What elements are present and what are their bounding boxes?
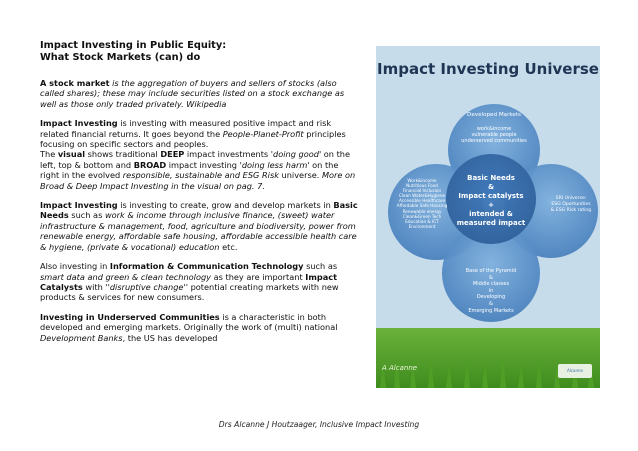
signature: A Alcanne xyxy=(382,364,418,372)
paragraph-stock-market xyxy=(40,78,358,109)
text-span: impact investing ' xyxy=(166,159,242,170)
impact-universe-graphic xyxy=(376,46,600,388)
left-circle-line: Nutritious Food xyxy=(406,183,438,189)
document-title xyxy=(40,40,358,64)
title-line-2: What Stock Markets (can) do xyxy=(40,52,201,63)
top-circle-line: work&income xyxy=(476,126,512,132)
grass-field xyxy=(376,328,600,388)
text-span: universe. xyxy=(278,170,322,181)
left-circle-line: Education & ICT xyxy=(405,218,439,224)
text-span: Development Banks xyxy=(40,332,123,343)
bottom-circle-line: & xyxy=(489,274,493,281)
text-span: with xyxy=(82,281,106,292)
text-span: , the US has developed xyxy=(122,332,218,343)
term-stock-market: A stock market xyxy=(40,78,110,88)
text-span: ' on the right in the evolved xyxy=(40,159,339,181)
definition-text: is the aggregation of buyers and sellers of stocks (also called shares); these may include securities listed on a stock exchange as well as those only traded privately. Wikipedia xyxy=(40,78,345,109)
grass-blade xyxy=(482,362,488,388)
left-circle-line: Renewable energy xyxy=(402,208,442,214)
left-circle-line: Affordable Safe Housing xyxy=(396,203,448,209)
text-span: is investing with measured positive impact and risk related financial returns. It goes beyond the xyxy=(40,118,332,139)
text-span: is investing to create, grow and develop markets in xyxy=(117,200,334,211)
grass-blade xyxy=(446,362,452,388)
text-span: work & income through inclusive finance, (sweet) water infrastructure & management, food, agriculture and biodiversity, power from renewable energy, affordable safe housing, affordable accessible health care & hygiene, (private & vocational) education xyxy=(40,210,357,252)
grass-blade xyxy=(500,356,506,388)
text-span: potential creating markets with new products & services for new consumers. xyxy=(40,281,339,303)
text-span: People-Planet-Profit xyxy=(222,128,304,139)
center-circle-line: Impact catalysts xyxy=(458,192,524,200)
left-circle-line: Clean Water&Hygiene xyxy=(398,193,446,199)
logo-text: Alcanne xyxy=(566,368,584,373)
text-span: Impact Investing xyxy=(40,200,118,211)
term-impact-investing: Impact Investing xyxy=(40,118,118,129)
top-circle-line: underserved communities xyxy=(461,138,527,144)
title-line-1: Impact Investing in Public Equity: xyxy=(40,40,227,51)
grass-blade xyxy=(464,352,470,388)
text-span: visual xyxy=(57,149,86,160)
text-span: is a characteristic in both developed and emerging markets. Originally the work of (multi) national xyxy=(40,311,338,333)
grass-blade xyxy=(428,358,434,388)
top-circle-heading: Developed Markets xyxy=(467,112,521,118)
left-circle-line: Environment xyxy=(408,223,436,229)
center-circle-line: measured impact xyxy=(456,219,526,227)
center-circle-line: + xyxy=(488,201,494,209)
grass-blade xyxy=(536,354,542,388)
paragraph-impact-investing xyxy=(40,118,358,191)
right-circle-text xyxy=(546,196,596,213)
paragraph-basic-needs xyxy=(40,200,358,252)
top-circle-line: vulnerable people xyxy=(471,132,517,138)
bottom-circle-line: Emerging Markets xyxy=(468,307,514,314)
right-circle-line: & ESG Risk rating xyxy=(550,207,592,213)
graphic-title: Impact Investing Universe xyxy=(377,60,599,78)
text-span: Basic Needs xyxy=(40,200,358,221)
bottom-circle-text xyxy=(446,268,536,314)
text-span: impact investments ' xyxy=(184,149,274,160)
paragraph-ict xyxy=(40,261,358,303)
bottom-circle-line: in xyxy=(488,287,494,294)
text-span: ''disruptive change'' xyxy=(105,281,188,292)
right-circle-line: SRI Universe: xyxy=(555,196,587,201)
text-span: doing less harm xyxy=(241,159,308,170)
text-span: Also investing in xyxy=(40,261,110,272)
text-span: BROAD xyxy=(133,159,167,170)
text-span: responsible, sustainable and ESG Risk xyxy=(122,170,279,181)
text-span: More on Broad & Deep Impact Investing in the visual on pag. 7. xyxy=(40,170,356,191)
center-circle-line: Basic Needs xyxy=(467,174,515,182)
bottom-circle-line: & xyxy=(489,300,493,307)
text-span: Information & Communication Technology xyxy=(109,261,304,272)
text-span: such as xyxy=(68,210,105,221)
text-span: Impact Catalysts xyxy=(40,271,338,292)
left-circle-line: Clean&Green Tech xyxy=(402,213,442,219)
left-circle-line: Financial Inclusion xyxy=(402,188,442,194)
logo-badge xyxy=(558,364,592,378)
paragraph-underserved xyxy=(40,312,358,343)
bottom-circle-line: Developing xyxy=(476,294,506,301)
bottom-circle-line: Middle classes xyxy=(472,281,510,288)
text-span: DEEP xyxy=(160,149,185,160)
center-circle-line: intended & xyxy=(469,210,513,218)
text-span: etc. xyxy=(219,241,238,252)
top-circle-text xyxy=(452,112,536,144)
text-span: doing good xyxy=(273,149,319,160)
center-circle-line: & xyxy=(487,183,495,191)
grass-blade xyxy=(518,362,524,388)
text-span: as they are important xyxy=(211,271,306,282)
center-circle-text xyxy=(450,174,532,228)
left-circle-line: Accessible Healthcare xyxy=(398,198,446,204)
text-span: principles focusing on specific sectors and peoples. xyxy=(40,128,346,150)
text-column xyxy=(40,40,358,352)
left-circle-text xyxy=(390,178,454,229)
text-span: such as xyxy=(303,261,338,272)
left-circle-line: Work&income xyxy=(407,178,437,183)
page-footer: Drs Alcanne J Houtzaager, Inclusive Impact Investing xyxy=(218,420,420,429)
bottom-circle-line: Base of the Pyramid xyxy=(465,268,517,274)
text-span: Investing in Underserved Communities xyxy=(40,311,220,322)
text-span: shows traditional xyxy=(85,149,161,160)
text-span: smart data and green & clean technology xyxy=(40,271,211,282)
right-circle-line: ESG Oportunities xyxy=(551,201,591,207)
text-span: ' on the left, top & bottom and xyxy=(40,149,351,170)
text-span: The xyxy=(40,149,58,160)
